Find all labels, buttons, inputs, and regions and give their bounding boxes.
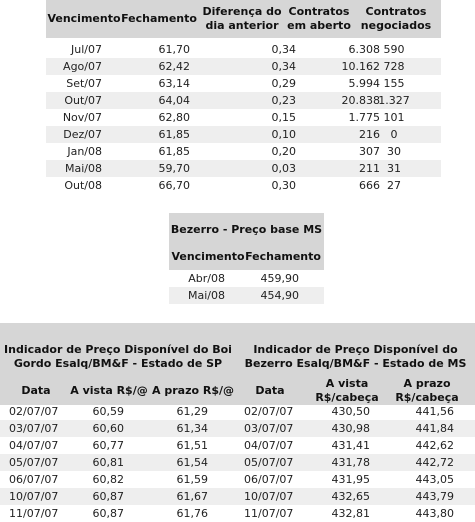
table-row <box>0 454 475 471</box>
sp-a-prazo-cell: 61,51 <box>176 439 208 452</box>
contratos-negociados-cell: 31 <box>387 162 401 175</box>
table-row <box>0 471 475 488</box>
table-row <box>0 403 475 420</box>
sp-a-prazo-cell: 61,34 <box>176 422 208 435</box>
sp-a-vista-cell: 60,60 <box>92 422 124 435</box>
diferenca-cell: 0,03 <box>271 162 296 175</box>
diferenca-cell: 0,20 <box>271 145 296 158</box>
ms-a-vista-cell: 431,41 <box>331 439 370 452</box>
contratos-aberto-cell: 5.994 <box>348 77 380 90</box>
ms-a-prazo-cell: 442,72 <box>415 456 454 469</box>
sp-a-vista-cell: 60,59 <box>92 405 124 418</box>
diferenca-cell: 0,29 <box>271 77 296 90</box>
futures-header-vencimento: Vencimento <box>47 12 121 25</box>
ms-header-a-prazo: A prazo R$/cabeça <box>395 377 459 404</box>
contratos-negociados-cell: 728 <box>383 60 405 73</box>
sp-date-cell: 11/07/07 <box>9 507 59 520</box>
sp-header-a-prazo: A prazo R$/@ <box>152 384 234 397</box>
vencimento-cell: Out/07 <box>64 94 102 107</box>
table-row <box>0 420 475 437</box>
ms-date-cell: 05/07/07 <box>244 456 294 469</box>
contratos-negociados-cell: 155 <box>383 77 405 90</box>
fechamento-cell: 454,90 <box>260 289 299 302</box>
sp-header-a-vista: A vista R$/@ <box>70 384 148 397</box>
fechamento-cell: 61,85 <box>158 145 190 158</box>
futures-header-fechamento: Fechamento <box>121 12 197 25</box>
sp-a-vista-cell: 60,81 <box>92 456 124 469</box>
ms-date-cell: 06/07/07 <box>244 473 294 486</box>
contratos-aberto-cell: 6.308 <box>348 43 380 56</box>
ms-a-vista-cell: 431,95 <box>331 473 370 486</box>
ms-a-vista-cell: 432,65 <box>331 490 370 503</box>
table-row <box>169 270 324 287</box>
ms-a-prazo-cell: 442,62 <box>415 439 454 452</box>
fechamento-cell: 62,42 <box>158 60 190 73</box>
diferenca-cell: 0,30 <box>271 179 296 192</box>
diferenca-cell: 0,23 <box>271 94 296 107</box>
bezerro-header-fechamento: Fechamento <box>245 250 321 263</box>
contratos-aberto-cell: 1.775 <box>348 111 380 124</box>
vencimento-cell: Jul/07 <box>71 43 102 56</box>
sp-a-prazo-cell: 61,54 <box>176 456 208 469</box>
table-row <box>169 287 324 304</box>
sp-a-prazo-cell: 61,29 <box>176 405 208 418</box>
sp-date-cell: 02/07/07 <box>9 405 59 418</box>
ms-a-vista-cell: 430,50 <box>331 405 370 418</box>
ms-date-cell: 10/07/07 <box>244 490 294 503</box>
table-row <box>46 177 441 194</box>
fechamento-cell: 59,70 <box>158 162 190 175</box>
ms-a-vista-cell: 431,78 <box>331 456 370 469</box>
ms-a-prazo-cell: 441,84 <box>415 422 454 435</box>
contratos-aberto-cell: 216 <box>359 128 380 141</box>
fechamento-cell: 61,70 <box>158 43 190 56</box>
table-row <box>0 437 475 454</box>
table-row <box>46 92 441 109</box>
contratos-aberto-cell: 20.838 <box>341 94 380 107</box>
vencimento-cell: Set/07 <box>66 77 102 90</box>
ms-header-data: Data <box>255 384 285 397</box>
ms-a-prazo-cell: 443,05 <box>415 473 454 486</box>
indicador-ms-title: Indicador de Preço Disponível do Bezerro Esalq/BM&F - Estado de MS <box>244 343 467 370</box>
contratos-aberto-cell: 211 <box>359 162 380 175</box>
vencimento-cell: Abr/08 <box>188 272 225 285</box>
sp-a-vista-cell: 60,82 <box>92 473 124 486</box>
contratos-negociados-cell: 27 <box>387 179 401 192</box>
contratos-negociados-cell: 0 <box>390 128 398 141</box>
vencimento-cell: Nov/07 <box>62 111 102 124</box>
sp-a-vista-cell: 60,87 <box>92 507 124 520</box>
ms-header-a-vista: A vista R$/cabeça <box>315 377 379 404</box>
futures-header-diferenca: Diferença do dia anterior <box>202 5 282 32</box>
contratos-negociados-cell: 590 <box>383 43 405 56</box>
sp-date-cell: 03/07/07 <box>9 422 59 435</box>
table-row <box>46 109 441 126</box>
table-row <box>0 488 475 505</box>
sp-a-prazo-cell: 61,67 <box>176 490 208 503</box>
fechamento-cell: 66,70 <box>158 179 190 192</box>
contratos-negociados-cell: 101 <box>383 111 405 124</box>
vencimento-cell: Mai/08 <box>188 289 225 302</box>
table-row <box>46 126 441 143</box>
futures-header-contratos-aberto: Contratos em aberto <box>287 5 351 32</box>
diferenca-cell: 0,15 <box>271 111 296 124</box>
table-row <box>0 505 475 522</box>
sp-a-vista-cell: 60,77 <box>92 439 124 452</box>
sp-a-vista-cell: 60,87 <box>92 490 124 503</box>
sp-header-data: Data <box>21 384 51 397</box>
sp-a-prazo-cell: 61,59 <box>176 473 208 486</box>
fechamento-cell: 62,80 <box>158 111 190 124</box>
table-row <box>46 75 441 92</box>
ms-a-vista-cell: 432,81 <box>331 507 370 520</box>
bezerro-title: Bezerro - Preço base MS <box>170 223 323 236</box>
indicador-sp-title: Indicador de Preço Disponível do Boi Gordo Esalq/BM&F - Estado de SP <box>4 343 232 370</box>
contratos-negociados-cell: 1.327 <box>378 94 410 107</box>
ms-a-prazo-cell: 443,80 <box>415 507 454 520</box>
ms-a-vista-cell: 430,98 <box>331 422 370 435</box>
vencimento-cell: Dez/07 <box>63 128 102 141</box>
table-row <box>46 160 441 177</box>
contratos-aberto-cell: 666 <box>359 179 380 192</box>
fechamento-cell: 61,85 <box>158 128 190 141</box>
ms-date-cell: 04/07/07 <box>244 439 294 452</box>
sp-a-prazo-cell: 61,76 <box>176 507 208 520</box>
fechamento-cell: 459,90 <box>260 272 299 285</box>
ms-date-cell: 02/07/07 <box>244 405 294 418</box>
table-row <box>46 58 441 75</box>
fechamento-cell: 64,04 <box>158 94 190 107</box>
diferenca-cell: 0,34 <box>271 43 296 56</box>
futures-header-contratos-negociados: Contratos negociados <box>360 5 432 32</box>
ms-date-cell: 11/07/07 <box>244 507 294 520</box>
sp-date-cell: 10/07/07 <box>9 490 59 503</box>
vencimento-cell: Jan/08 <box>67 145 102 158</box>
diferenca-cell: 0,34 <box>271 60 296 73</box>
ms-date-cell: 03/07/07 <box>244 422 294 435</box>
fechamento-cell: 63,14 <box>158 77 190 90</box>
table-row <box>46 143 441 160</box>
sp-date-cell: 06/07/07 <box>9 473 59 486</box>
ms-a-prazo-cell: 441,56 <box>415 405 454 418</box>
contratos-aberto-cell: 307 <box>359 145 380 158</box>
contratos-negociados-cell: 30 <box>387 145 401 158</box>
bezerro-header-vencimento: Vencimento <box>171 250 245 263</box>
diferenca-cell: 0,10 <box>271 128 296 141</box>
ms-a-prazo-cell: 443,79 <box>415 490 454 503</box>
vencimento-cell: Ago/07 <box>63 60 102 73</box>
table-row <box>46 41 441 58</box>
contratos-aberto-cell: 10.162 <box>341 60 380 73</box>
vencimento-cell: Mai/08 <box>65 162 102 175</box>
vencimento-cell: Out/08 <box>64 179 102 192</box>
sp-date-cell: 05/07/07 <box>9 456 59 469</box>
sp-date-cell: 04/07/07 <box>9 439 59 452</box>
